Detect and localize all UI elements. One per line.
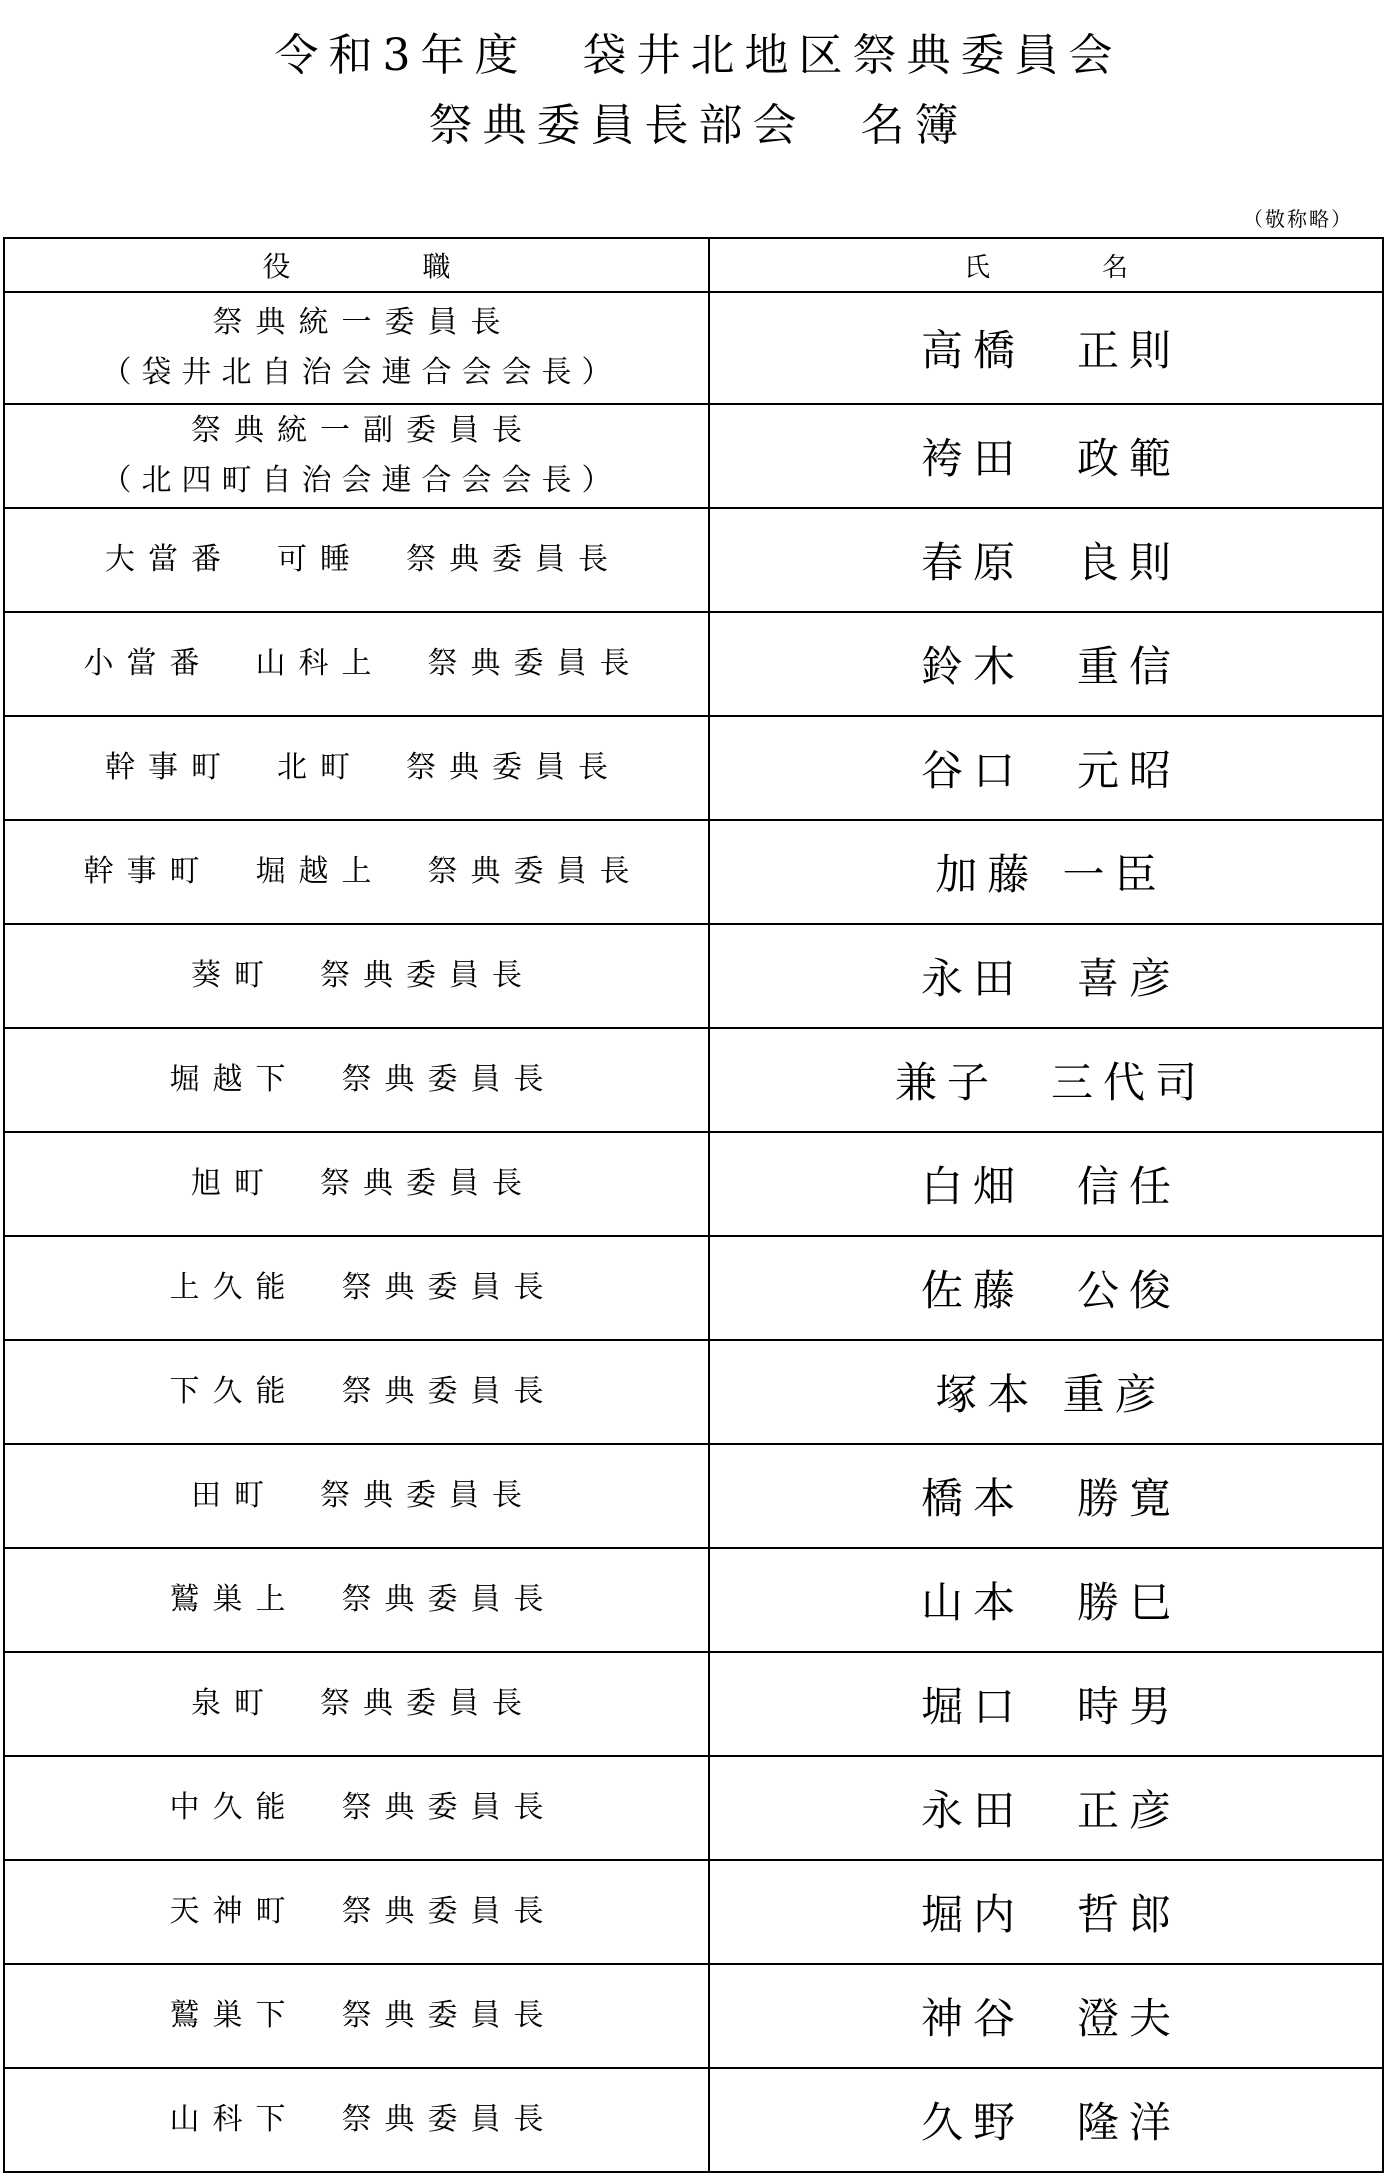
- role-affiliation: （袋井北自治会連合会会長）: [101, 355, 622, 390]
- role-title: 田町 祭典委員長: [191, 1478, 535, 1513]
- role-title: 天神町 祭典委員長: [169, 1894, 557, 1929]
- roster-table: [3, 237, 1384, 2173]
- role-cell: [5, 1653, 710, 1757]
- person-name: 神谷 澄夫: [710, 1965, 1384, 2069]
- role-cell: [5, 293, 710, 405]
- role-cell: [5, 509, 710, 613]
- role-title: 下久能 祭典委員長: [169, 1374, 557, 1409]
- role-title: 堀越下 祭典委員長: [169, 1062, 557, 1097]
- role-cell: [5, 1445, 710, 1549]
- role-title: 旭町 祭典委員長: [191, 1166, 535, 1201]
- role-cell: [5, 2069, 710, 2173]
- person-name: 堀内 哲郎: [710, 1861, 1384, 1965]
- role-cell: [5, 1549, 710, 1653]
- role-title: 鷲巣上 祭典委員長: [169, 1582, 557, 1617]
- role-cell: [5, 613, 710, 717]
- person-name: 久野 隆洋: [710, 2069, 1384, 2173]
- role-cell: [5, 1861, 710, 1965]
- role-title: 泉町 祭典委員長: [191, 1686, 535, 1721]
- person-name: 堀口 時男: [710, 1653, 1384, 1757]
- header-role: 役 職: [5, 239, 710, 293]
- role-title: 小當番 山科上 祭典委員長: [83, 646, 643, 681]
- person-name: 袴田 政範: [710, 405, 1384, 509]
- role-title: 山科下 祭典委員長: [169, 2102, 557, 2137]
- role-cell: [5, 1757, 710, 1861]
- person-name: 佐藤 公俊: [710, 1237, 1384, 1341]
- role-title: 祭典統一副委員長: [191, 413, 535, 448]
- role-title: 祭典統一委員長: [212, 305, 514, 340]
- document-title: 令和3年度 袋井北地区祭典委員会: [274, 30, 1123, 81]
- person-name: 加藤 一臣: [710, 821, 1384, 925]
- person-name: 高橋 正則: [710, 293, 1384, 405]
- person-name: 春原 良則: [710, 509, 1384, 613]
- role-cell: [5, 1133, 710, 1237]
- person-name: 鈴木 重信: [710, 613, 1384, 717]
- person-name: 山本 勝巳: [710, 1549, 1384, 1653]
- person-name: 永田 正彦: [710, 1757, 1384, 1861]
- role-affiliation: （北四町自治会連合会会長）: [101, 463, 622, 498]
- role-title: 中久能 祭典委員長: [169, 1790, 557, 1825]
- role-cell: [5, 405, 710, 509]
- role-title: 大當番 可睡 祭典委員長: [105, 542, 621, 577]
- role-title: 葵町 祭典委員長: [191, 958, 535, 993]
- header-name: 氏 名: [710, 239, 1384, 293]
- person-name: 永田 喜彦: [710, 925, 1384, 1029]
- person-name: 白畑 信任: [710, 1133, 1384, 1237]
- role-cell: [5, 1341, 710, 1445]
- role-title: 幹事町 堀越上 祭典委員長: [83, 854, 643, 889]
- role-cell: [5, 1965, 710, 2069]
- honorific-note: （敬称略）: [1243, 207, 1353, 231]
- person-name: 橋本 勝寛: [710, 1445, 1384, 1549]
- role-cell: [5, 925, 710, 1029]
- person-name: 谷口 元昭: [710, 717, 1384, 821]
- role-title: 上久能 祭典委員長: [169, 1270, 557, 1305]
- role-cell: [5, 1029, 710, 1133]
- person-name: 塚本 重彦: [710, 1341, 1384, 1445]
- role-title: 鷲巣下 祭典委員長: [169, 1998, 557, 2033]
- role-title: 幹事町 北町 祭典委員長: [105, 750, 621, 785]
- role-cell: [5, 717, 710, 821]
- person-name: 兼子 三代司: [710, 1029, 1384, 1133]
- role-cell: [5, 821, 710, 925]
- document-subtitle: 祭典委員長部会 名簿: [428, 100, 969, 151]
- role-cell: [5, 1237, 710, 1341]
